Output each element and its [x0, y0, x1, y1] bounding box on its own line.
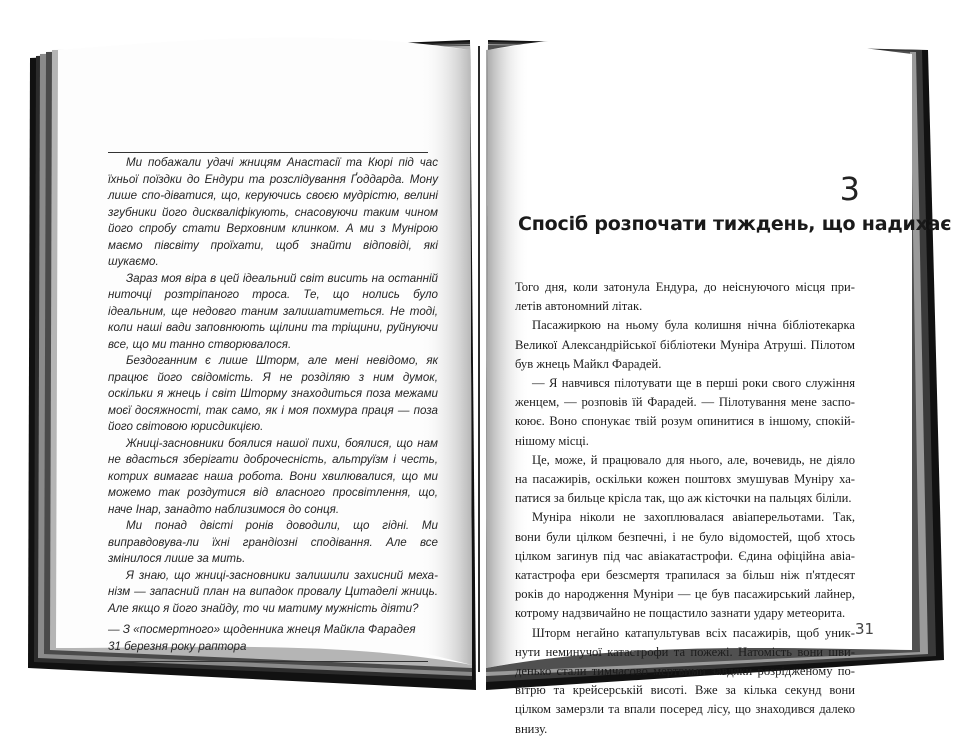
bottom-divider	[108, 661, 428, 662]
right-paragraph: — Я навчився пілотувати ще в перші роки свого служіння женцем, — розповів їй Фарадей. — Пілотування мене заспо-коює. Воно спонукає твій розум опинитися в іншому, спокій-нішому місці.	[515, 376, 855, 448]
left-paragraph: Ми понад двісті ронів доводили, що гідні. Ми виправдовува-ли їхні грандіозні сподівання. Але все змінилося лише за мить.	[108, 519, 438, 565]
left-paragraph: Ми побажали удачі жницям Анастасії та Кюрі під час їхньої поїздки до Ендури та розслідування Ґоддарда. Мону лише спо-діватися, що, керуючись своєю мудрістю, велині згубники його дискваліфікують, снасовуючи таким чином його спробу стати Верховним клинком. А ми з Мунірою маємо півсвіту проїхати, щоб знайти відповіді, які шукаємо.	[108, 156, 438, 268]
left-paragraph: Жниці-засновники боялися нашої пихи, боялися, що нам не вдасться зберігати доброчесність, альтруїзм і честь, котрих вимагає наша робота. Вони хвилювалися, що ми можемо так роздутися від власного просвітлення, що, наче Інар, занадто наблизимося до сонця.	[108, 436, 438, 516]
left-paragraph: Бездоганним є лише Шторм, але мені невідомо, як працює його свідомість. Я не розділяю з ним думок, оскільки я жнець і світ Шторму знаходиться поза межами моєї досяжності, так само, як і моя похмура праця — поза його світовою юрисдикцією.	[108, 354, 438, 433]
right-paragraph: Муніра ніколи не захоплювалася авіаперельотами. Так, вони були цілком безпечні, і не було відомостей, щоб хтось цілком загинув під час авіакатастрофи. Єдина офіційна авіа-катастрофа ери безсмертя трапилася за більш ніж п'ятдесят років до народження Муніри — це був пасажирський лайнер, котрому надзвичайно не пощастило зазнати удару метеорита.	[515, 510, 855, 621]
left-paragraph: Я знаю, що жниці-засновники залишили захисний меха-нізм — запасний план на випадок провалу Цитаделі жниць. Але якщо я його знайду, то чи матиму мужність діяти?	[108, 568, 438, 615]
signature-line: — З «посмертного» щоденника жнеця Майкла Фарадея	[108, 623, 416, 636]
top-divider	[108, 152, 428, 153]
page-number: 31	[855, 620, 875, 638]
right-paragraph: Це, може, й працювало для нього, але, вочевидь, не діяло на пасажирів, оскільки кожен поштовх змушував Муніру ха-патися за бильце крісла так, що аж кісточки на пальцях біліли.	[515, 452, 855, 506]
right-paragraph: Пасажиркою на ньому була колишня нічна бібліотекарка Великої Александрійської бібліотеки Муніра Атруші. Пілотом був жнець Майкл Фарадей.	[515, 318, 855, 371]
right-paragraph: Шторм негайно катапультував всіх пасажирів, щоб уник-нути неминучої катастрофи та пожежі. Натомість вони шви-денько стали тимчасово мертвими завдяки розрідженому по-вітрю та крейсерській висоті. Вже за кілька секунд вони цілком замерзли та впали посеред лісу, що знаходився далеко внизу.	[515, 625, 855, 736]
chapter-title: Спосіб розпочати тиждень, що надихає	[518, 213, 952, 235]
left-page-text	[108, 152, 438, 662]
signature-date: 31 березня року раптора	[108, 639, 247, 653]
right-page-text	[515, 278, 855, 739]
chapter-number: 3	[839, 170, 860, 208]
left-paragraph: Зараз моя віра в цей ідеальний світ висить на останній ниточці розтріпаного троса. Те, що нолись було ідеальним, ще недовго таним залишатиметься. Не тоді, коли наші вади заповнюють щілини та тріщини, руйнуючи все, що ми танно створювалося.	[108, 271, 438, 351]
right-paragraph: Того дня, коли затонула Ендура, до неіснуючого місця при-летів автономний літак.	[515, 280, 855, 314]
